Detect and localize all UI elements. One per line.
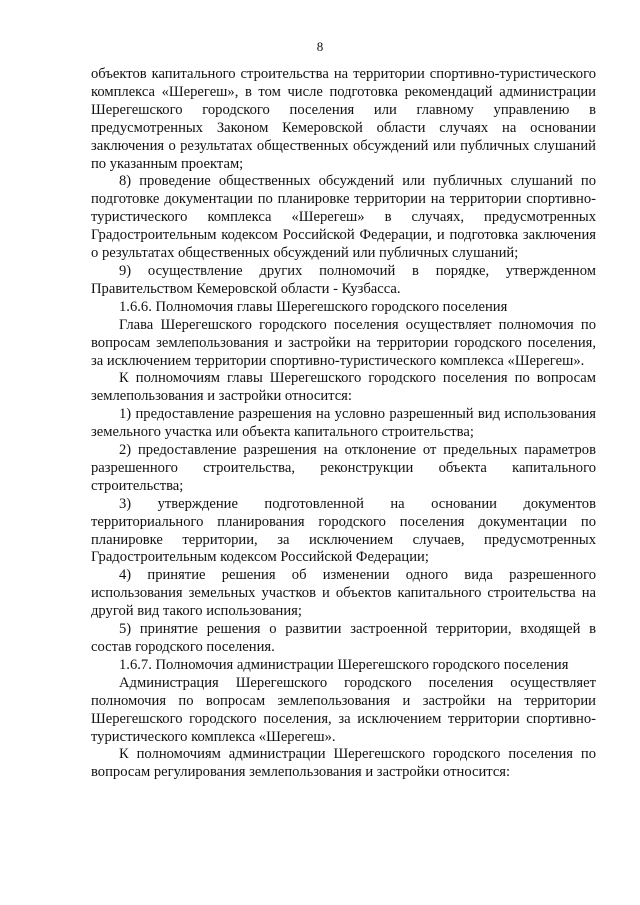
list-item-5: 5) принятие решения о развитии застроенной территории, входящей в состав городского поселения. [91,621,596,655]
list-item-9: 9) осуществление других полномочий в порядке, утвержденном Правительством Кемеровской области - Кузбасса. [91,262,596,297]
list-item-8: 8) проведение общественных обсуждений или публичных слушаний по подготовке документации по планировке территории на территории спортивно-туристического комплекса «Шерегеш» в случаях, предусмотренных Градостроительным кодексом Российской Федерации, и подготовка заключения о результатах общественных обсуждений или публичных слушаний; [91,173,596,262]
section-heading-1-6-6: 1.6.6. Полномочия главы Шерегешского городского поселения [119,298,508,315]
paragraph-head-powers-intro: К полномочиям главы Шерегешского городского поселения по вопросам землепользования и застройки относится: [91,370,596,405]
page-number: 8 [316,39,324,54]
list-item-1: 1) предоставление разрешения на условно разрешенный вид использования земельного участка или объекта капитального строительства; [91,406,596,441]
paragraph-administration-powers-intro: К полномочиям администрации Шерегешского городского поселения по вопросам регулирования землепользования и застройки относится: [91,746,596,781]
section-heading-1-6-7: 1.6.7. Полномочия администрации Шерегешского городского поселения [119,656,569,673]
paragraph-administration-authority: Администрация Шерегешского городского поселения осуществляет полномочия по вопросам землепользования и застройки на территории Шерегешского городского поселения, за исключением территории спортивно-туристического комплекса «Шерегеш». [91,674,596,745]
list-item-3: 3) утверждение подготовленной на основании документов территориального планирования городского поселения документации по планировке территории, за исключением случаев, предусмотренных Градостроительным кодексом Российской Федерации; [91,495,596,566]
list-item-4: 4) принятие решения об изменении одного вида разрешенного использования земельных участков и объектов капитального строительства на другой вид такого использования; [91,567,596,620]
document-body [91,66,596,782]
paragraph-head-authority: Глава Шерегешского городского поселения осуществляет полномочия по вопросам землепользования и застройки на территории городского поселения, за исключением территории спортивно-туристического комплекса «Шерегеш». [91,316,596,369]
list-item-2: 2) предоставление разрешения на отклонение от предельных параметров разрешенного строительства, реконструкции объекта капитального строительства; [91,442,596,494]
paragraph-continuation: объектов капитального строительства на территории спортивно-туристического комплекса «Шерегеш», в том числе подготовка рекомендаций администрации Шерегешского городского поселения или главному управлению в предусмотренных Законом Кемеровской области случаях на основании заключения о результатах общественных обсуждений или публичных слушаний по указанным проектам; [91,66,596,172]
